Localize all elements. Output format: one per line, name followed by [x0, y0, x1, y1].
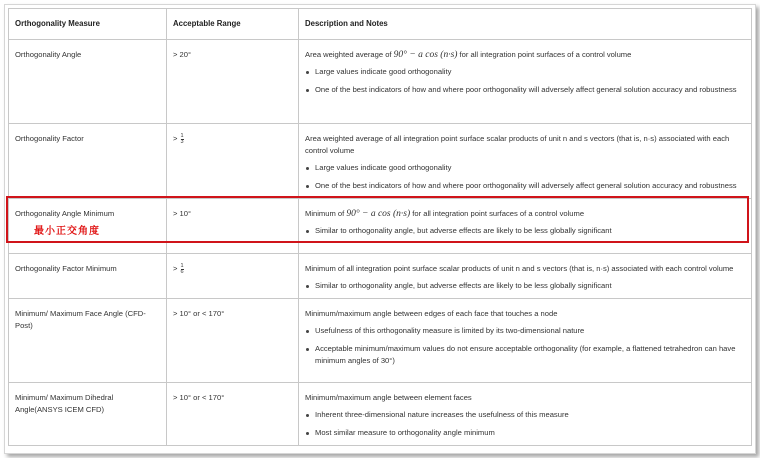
header-row: [9, 9, 752, 40]
range-cell: [167, 124, 299, 199]
measure-cell: [9, 40, 167, 124]
red-highlight-box: [6, 196, 749, 243]
bullet-list: [305, 66, 745, 96]
list-item: Usefulness of this orthogonality measure is limited by its two-dimensional nature: [315, 325, 745, 337]
measure-cell: [9, 383, 167, 446]
measure-name: Orthogonality Factor Minimum: [15, 264, 117, 273]
range-fraction: [181, 134, 184, 145]
table-row: [9, 254, 752, 299]
range-value: > 10° or < 170°: [173, 393, 225, 402]
range-prefix: >: [173, 134, 180, 143]
fraction-numerator: 1: [180, 262, 184, 269]
table-row: [9, 299, 752, 383]
description-pre: Minimum of: [305, 209, 347, 218]
range-value: [173, 263, 292, 275]
description-cell: [299, 254, 752, 299]
range-value: > 10°: [173, 209, 192, 218]
description-text: Minimum of all integration point surface scalar products of unit n and s vectors (that is, n·s) associated with each control volume: [305, 264, 734, 273]
range-cell: [167, 383, 299, 446]
list-item: Similar to orthogonality angle, but adverse effects are likely to be less globally significant: [315, 280, 745, 292]
range-prefix: >: [173, 264, 180, 273]
measure-name: Orthogonality Factor: [15, 134, 84, 143]
measure-name: Minimum/ Maximum Face Angle (CFD-Post): [15, 309, 146, 330]
measure-name: Orthogonality Angle Minimum: [15, 209, 115, 218]
description-cell: [299, 124, 752, 199]
list-item: One of the best indicators of how and where poor orthogonality will adversely affect general solution accuracy and robustness: [315, 180, 745, 192]
description-post: for all integration point surfaces of a control volume: [410, 209, 585, 218]
range-cell: [167, 40, 299, 124]
range-value: > 20°: [173, 50, 192, 59]
range-value: [173, 133, 292, 145]
list-item: Large values indicate good orthogonality: [315, 162, 745, 174]
description-post: for all integration point surfaces of a control volume: [457, 50, 632, 59]
measure-cell: [9, 124, 167, 199]
fraction-numerator: 1: [180, 132, 184, 139]
handwritten-annotation: 最小正交角度: [34, 226, 100, 237]
bullet-list: [305, 409, 745, 439]
measure-cell: [9, 254, 167, 299]
range-cell: [167, 254, 299, 299]
list-item: One of the best indicators of how and where poor orthogonality will adversely affect general solution accuracy and robustness: [315, 84, 745, 96]
range-fraction: [181, 264, 184, 275]
formula: 90° − a cos (n·s): [393, 50, 458, 60]
fraction-denominator: 3: [180, 138, 184, 145]
header-range: Acceptable Range: [167, 9, 299, 40]
measure-cell: [9, 299, 167, 383]
list-item: Inherent three-dimensional nature increases the usefulness of this measure: [315, 409, 745, 421]
bullet-list: [305, 162, 745, 192]
list-item: Similar to orthogonality angle, but adverse effects are likely to be less globally significant: [315, 225, 745, 237]
list-item: Most similar measure to orthogonality angle minimum: [315, 427, 745, 439]
range-cell: [167, 299, 299, 383]
description-cell: [299, 40, 752, 124]
table-row: [9, 124, 752, 199]
range-value: > 10° or < 170°: [173, 309, 225, 318]
table-row: [9, 383, 752, 446]
header-measure: Orthogonality Measure: [9, 9, 167, 40]
fraction-denominator: 6: [180, 268, 184, 275]
bullet-list: [305, 280, 745, 292]
description-cell: [299, 383, 752, 446]
description-pre: Area weighted average of: [305, 50, 394, 59]
bullet-list: [305, 325, 745, 367]
measure-name: Orthogonality Angle: [15, 50, 82, 59]
list-item: Large values indicate good orthogonality: [315, 66, 745, 78]
description-text: Area weighted average of all integration point surface scalar products of unit n and s vectors (that is, n·s) associated with each control volume: [305, 134, 730, 155]
measure-name: Minimum/ Maximum Dihedral Angle(ANSYS ICEM CFD): [15, 393, 114, 414]
description-cell: [299, 299, 752, 383]
table-row: [9, 40, 752, 124]
description-text: [305, 49, 745, 61]
header-description: Description and Notes: [299, 9, 752, 40]
description-text: Minimum/maximum angle between element faces: [305, 393, 472, 402]
list-item: Acceptable minimum/maximum values do not ensure acceptable orthogonality (for example, a flattened tetrahedron can have minimum angles of 30°): [315, 343, 745, 367]
description-text: Minimum/maximum angle between edges of each face that touches a node: [305, 309, 558, 318]
formula: 90° − a cos (n·s): [346, 209, 411, 219]
